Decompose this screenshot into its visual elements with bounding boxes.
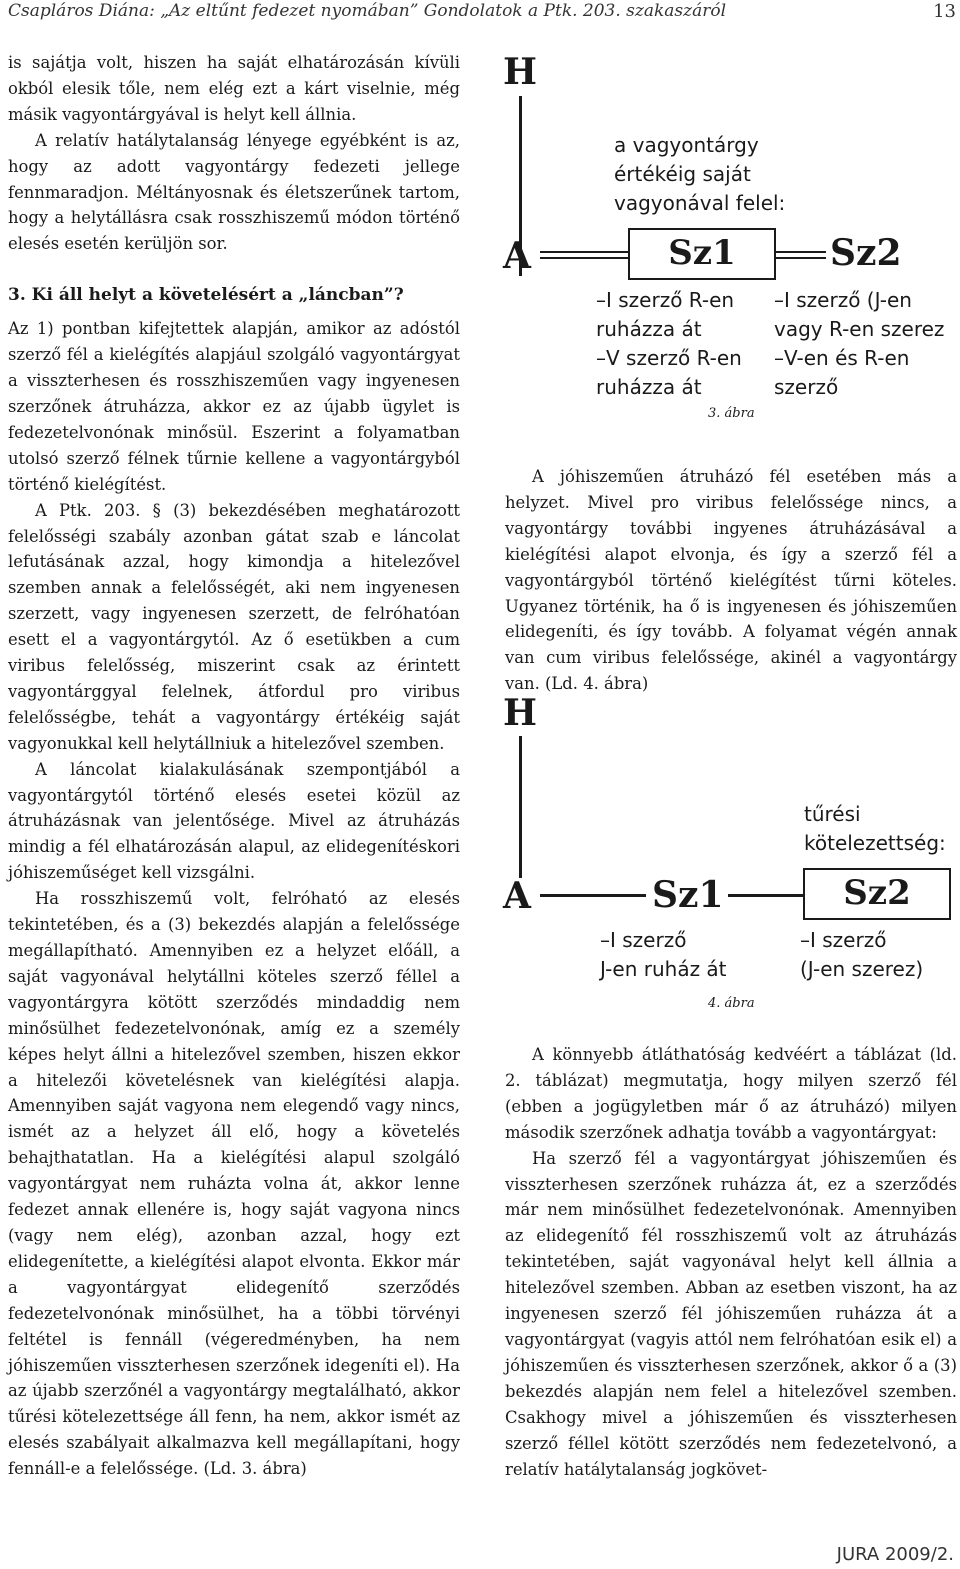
paragraph: A relatív hatálytalanság lényege egyébként is az, hogy az adott vagyontárgy fedezeti jellege fennmaradjon. Méltányosnak és életszerűnek tartom, hogy a helytállásra csak rosszhiszemű módon történő elesés esetén kerüljön sor. bbox=[8, 130, 460, 254]
label-h: H bbox=[503, 51, 538, 93]
note-line: tűrési bbox=[804, 802, 861, 826]
journal-footer: JURA 2009/2. bbox=[836, 1544, 954, 1565]
label-a: A bbox=[503, 235, 531, 277]
section-heading: 3. Ki áll helyt a követelésért a „láncban”? bbox=[8, 285, 404, 306]
note-line: értékéig saját bbox=[614, 162, 751, 186]
note-line: vagyonával felel: bbox=[614, 191, 786, 215]
sz1-description bbox=[600, 926, 727, 984]
sz1-sz2-double-line bbox=[776, 251, 826, 259]
sz2-label: Sz2 bbox=[843, 873, 911, 913]
sz2-description bbox=[774, 286, 944, 402]
desc-line: –I szerző (J-en bbox=[774, 288, 912, 312]
label-h: H bbox=[503, 692, 538, 734]
paragraph: A láncolat kialakulásának szempontjából a vagyontárgytól történő elesés esetei közül az átruházásnak van jelentősége. Mivel az átruházás mindig a fél elhatározásán alapul, az elidegenítéskori jóhiszeműséget kell vizsgálni. bbox=[8, 759, 460, 883]
paragraph: A jóhiszeműen átruházó fél esetében más a helyzet. Mivel pro viribus felelőssége nincs, a vagyontárgy további ingyenes átruházásával a kielégítési alapot elvonja, és így a szerző fél a vagyontárgyból történő kielégítést tűrni köteles. Ugyanez történik, ha ő is ingyenesen és jóhiszeműen elidegeníti, és így tovább. A folyamat végén annak van cum viribus felelőssége, akinél a vagyontárgy van. (Ld. 4. ábra) bbox=[505, 467, 957, 694]
a-sz1-double-line bbox=[540, 251, 628, 259]
figure-4-diagram bbox=[500, 680, 960, 1020]
figure-caption: 3. ábra bbox=[708, 406, 755, 421]
sz2-label: Sz2 bbox=[830, 232, 902, 274]
right-column-lower bbox=[505, 1042, 957, 1482]
a-sz1-line bbox=[540, 894, 646, 897]
paragraph: A Ptk. 203. § (3) bekezdésében meghatározott felelősségi szabály azonban gátat szab e láncolat lefutásának azzal, hogy kimondja a hitelezővel szemben annak a felelősségét, aki nem ingyenesen szerzett, vagy ingyenesen szerzett, de felróhatóan esett el a vagyontárgytól. Az ő esetükben a cum viribus felelősség, miszerint csak az érintett vagyontárggyal felelnek, átfordul pro viribus felelősségbe, tehát a vagyontárgy értékéig saját vagyonukkal kell helytállniuk a hitelezővel szemben. bbox=[8, 500, 460, 753]
sz2-box bbox=[803, 868, 951, 920]
paragraph: A könnyebb átláthatóság kedvéért a táblázat (ld. 2. táblázat) megmutatja, hogy milyen szerző fél (ebben a jogügyletben már ő az átruházó) milyen második szerzőnek adhatja tovább a vagyontárgyat: bbox=[505, 1045, 957, 1142]
label-a: A bbox=[503, 875, 531, 917]
liability-note bbox=[614, 131, 785, 218]
paragraph: Ha szerző fél a vagyontárgyat jóhiszeműen és visszterhesen szerzőnek ruházza át, ez a szerződés már nem minősülhet fedezetelvonónak. Amennyiben az elidegenítő fél rosszhiszemű volt az átruházás tekintetében, saját vagyonával helyt kell állnia a hitelezővel szemben. Abban az esetben viszont, ha az ingyenesen szerző fél jóhiszeműen ruházza át a vagyontárgyat (vagyis attól nem felróhatóan esik el) a jóhiszeműen és visszterhesen szerzőnek, akkor ő a (3) bekezdés alapján nem felel a hitelezővel szemben. Csakhogy mivel a jóhiszeműen és visszterhesen szerző féllel kötött szerződés nem fedezetelvonó, a relatív hatálytalanság jogkövet- bbox=[505, 1148, 957, 1479]
desc-line: ruházza át bbox=[596, 317, 702, 341]
h-a-connector-line bbox=[519, 736, 522, 878]
sz1-box bbox=[628, 228, 776, 280]
figure-3-diagram bbox=[500, 40, 960, 430]
sz1-sz2-line bbox=[728, 894, 803, 897]
desc-line: –V szerző R-en bbox=[596, 346, 742, 370]
desc-line: –I szerző bbox=[600, 928, 687, 952]
sz1-label: Sz1 bbox=[668, 233, 736, 273]
running-title: Csapláros Diána: „Az eltűnt fedezet nyomában” Gondolatok a Ptk. 203. szakaszáról bbox=[8, 1, 727, 21]
paragraph: Az 1) pontban kifejtettek alapján, amikor az adóstól szerző fél a kielégítés alapjául szolgáló vagyontárgyat a visszterhesen és rosszhiszeműen vagy ingyenesen szerzőnek átruházza, akkor ez az újabb ügylet is fedezetelvonónak minősül. Eszerint a folyamatban utolsó szerző félnek tűrnie kellene a vagyontárgyból történő kielégítést. bbox=[8, 319, 460, 494]
desc-line: J-en ruház át bbox=[600, 957, 727, 981]
note-line: kötelezettség: bbox=[804, 831, 946, 855]
page-number: 13 bbox=[933, 1, 956, 22]
sz1-label: Sz1 bbox=[652, 874, 724, 916]
desc-line: (J-en szerez) bbox=[800, 957, 924, 981]
desc-line: szerző bbox=[774, 375, 839, 399]
desc-line: vagy R-en szerez bbox=[774, 317, 945, 341]
figure-caption: 4. ábra bbox=[708, 996, 755, 1011]
paragraph: is sajátja volt, hiszen ha saját elhatározásán kívüli okból elesik tőle, nem elég ezt a kárt viselnie, még másik vagyontárgyával is helyt kell állnia. bbox=[8, 53, 460, 124]
note-line: a vagyontárgy bbox=[614, 133, 759, 157]
sz1-description bbox=[596, 286, 742, 402]
tolerance-note bbox=[804, 800, 946, 858]
right-column-upper bbox=[505, 464, 957, 697]
desc-line: ruházza át bbox=[596, 375, 702, 399]
running-header bbox=[8, 0, 956, 24]
desc-line: –V-en és R-en bbox=[774, 346, 910, 370]
paragraph: Ha rosszhiszemű volt, felróható az elesés tekintetében, és a (3) bekezdés alapján a felelőssége megállapítható. Amennyiben ez a helyzet előáll, a saját vagyonával helytállni köteles szerző féllel a vagyontárgyra kötött szerződés mindaddig nem minősülhet fedezetelvonónak, amíg ez a személy képes helyt állni a hitelezővel szemben, hiszen ekkor a hitelezői követelésnek van kielégítési alapja. Amennyiben saját vagyona nem elegendő vagy nincs, ismét az a helyzet áll elő, hogy a követelés behajthatatlan. Ha a kielégítési alapul szolgáló vagyontárgyat nem ruházta volna át, akkor lenne fedezet annak ellenére is, hogy saját vagyona nincs (vagy nem elég), azonban azzal, hogy ezt elidegenítette, a kielégítési alapot elvonta. Ekkor már a vagyontárgyat elidegenítő szerződés fedezetelvonónak minősülhet, ha a többi törvényi feltétel is fennáll (végeredményben, ha nem jóhiszeműen visszterhesen szerzőnek idegeníti el). Ha az újabb szerzőnél a vagyontárgy megtalálható, akkor tűrési kötelezettsége áll fenn, ha nem, akkor ismét az elesés szabályait alkalmazva kell megállapítani, hogy fennáll-e a felelőssége. (Ld. 3. ábra) bbox=[8, 889, 460, 1479]
desc-line: –I szerző bbox=[800, 928, 887, 952]
desc-line: –I szerző R-en bbox=[596, 288, 735, 312]
left-column bbox=[8, 50, 460, 1482]
sz2-description bbox=[800, 926, 923, 984]
